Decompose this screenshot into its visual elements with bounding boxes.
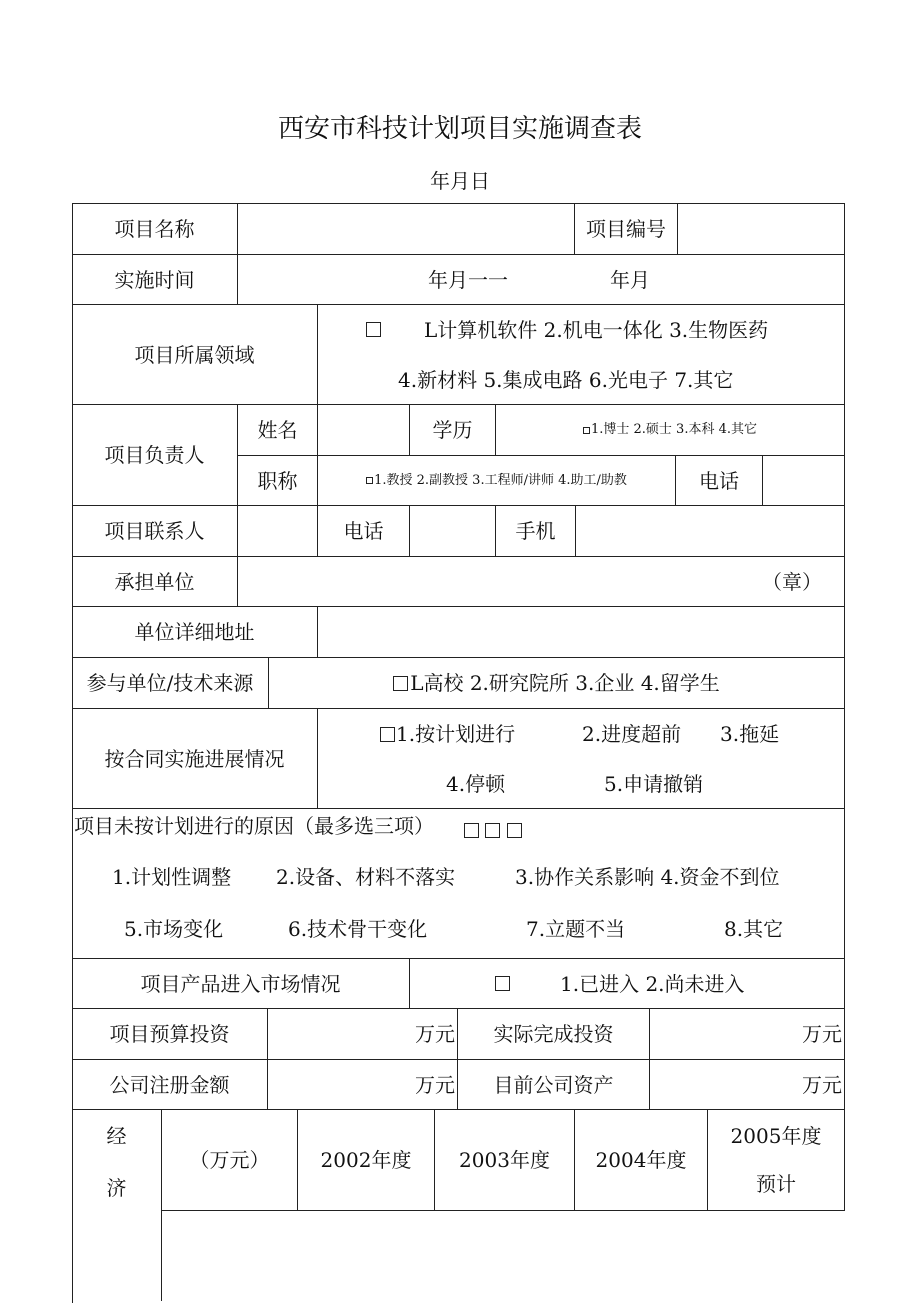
project-name-field[interactable] [238,203,575,255]
progress-opt2: 2.进度超前 [582,722,682,746]
leader-name-field[interactable] [318,405,410,456]
actual-investment-label: 实际完成投资 [458,1009,650,1060]
tech-source-text: L高校 2.研究院所 3.企业 4.留学生 [410,671,720,695]
year-2005-estimate: 预计 [756,1172,796,1196]
time-start: 年月一一 [428,267,508,292]
progress-opt4: 4.停顿 [446,772,506,796]
registered-capital-label: 公司注册金额 [72,1060,268,1110]
tech-source-checkbox[interactable] [393,676,408,691]
project-name-label: 项目名称 [72,203,238,255]
reasons-checkboxes[interactable] [464,817,522,841]
implementation-time-label: 实施时间 [72,255,238,305]
progress-label: 按合同实施进展情况 [72,709,318,809]
budget-unit: 万元 [415,1022,455,1046]
tech-source-options[interactable] [269,658,845,709]
reason-checkbox-1[interactable] [464,823,479,838]
field-options-line2: 4.新材料 5.集成电路 6.光电子 7.其它 [398,368,734,392]
actual-investment-field[interactable] [650,1009,845,1060]
contact-person-label: 项目联系人 [72,506,238,557]
contact-person-field[interactable] [238,506,318,557]
unit-address-field[interactable] [318,607,845,658]
economic-unit: （万元） [162,1110,298,1211]
project-leader-label: 项目负责人 [72,405,238,506]
economic-label [72,1110,162,1301]
education-options-text: 1.博士 2.硕士 3.本科 4.其它 [590,422,757,438]
field-checkbox[interactable] [366,322,381,337]
title-options-text: 1.教授 2.副教授 3.工程师/讲师 4.助工/助教 [374,472,627,488]
reason-2: 2.设备、材料不落实 [276,865,456,889]
market-entry-options[interactable] [410,959,845,1009]
undertaking-unit-field[interactable] [238,557,845,607]
seal-text: （章） [762,569,822,594]
project-number-field[interactable] [678,203,845,255]
field-options-line1: L计算机软件 2.机电一体化 3.生物医药 [424,318,769,342]
progress-options[interactable] [318,709,845,809]
reason-8: 8.其它 [724,917,784,941]
page-title: 西安市科技计划项目实施调查表 [277,114,642,144]
time-end: 年月 [610,267,650,292]
market-options-text: 1.已进入 2.尚未进入 [560,972,745,996]
market-checkbox[interactable] [495,976,510,991]
undertaking-unit-label: 承担单位 [72,557,238,607]
economic-label-2: 济 [106,1176,127,1200]
registered-capital-unit: 万元 [415,1072,455,1097]
project-field-options[interactable] [318,305,845,405]
leader-title-options[interactable] [318,456,676,506]
tech-source-label: 参与单位/技术来源 [72,658,269,709]
reason-7: 7.立题不当 [526,917,626,941]
progress-opt3: 3.拖延 [720,722,780,746]
current-assets-label: 目前公司资产 [458,1060,650,1110]
title-checkbox[interactable] [366,477,373,484]
contact-phone-field[interactable] [410,506,496,557]
budget-label: 项目预算投资 [72,1009,268,1060]
reason-checkbox-3[interactable] [507,823,522,838]
year-2005 [708,1110,845,1211]
education-checkbox[interactable] [583,427,590,434]
year-2004: 2004年度 [575,1110,708,1211]
year-2002: 2002年度 [298,1110,435,1211]
leader-education-options[interactable] [496,405,845,456]
market-entry-label: 项目产品进入市场情况 [72,959,410,1009]
implementation-time-field[interactable] [238,255,845,305]
registered-capital-field[interactable] [268,1060,458,1110]
project-field-label: 项目所属领域 [72,305,318,405]
reason-1: 1.计划性调整 [112,865,232,889]
leader-education-label: 学历 [410,405,496,456]
contact-mobile-field[interactable] [576,506,845,557]
contact-mobile-label: 手机 [496,506,576,557]
reason-5: 5.市场变化 [124,917,224,941]
leader-phone-field[interactable] [763,456,845,506]
current-assets-field[interactable] [650,1060,845,1110]
leader-phone-label: 电话 [676,456,763,506]
current-assets-unit: 万元 [802,1072,842,1097]
unit-address-label: 单位详细地址 [72,607,318,658]
contact-phone-label: 电话 [318,506,410,557]
reasons-section[interactable] [72,809,845,959]
progress-checkbox[interactable] [380,727,395,742]
reason-3-4: 3.协作关系影响 4.资金不到位 [515,865,780,889]
progress-opt5: 5.申请撤销 [604,772,704,796]
economic-label-1: 经 [106,1124,127,1148]
budget-field[interactable] [268,1009,458,1060]
reason-6: 6.技术骨干变化 [288,917,428,941]
reasons-label: 项目未按计划进行的原因（最多选三项） [74,814,434,838]
project-number-label: 项目编号 [575,203,678,255]
leader-title-label: 职称 [238,456,318,506]
date-line: 年月日 [430,169,490,193]
year-2003: 2003年度 [435,1110,575,1211]
year-2005-label: 2005年度 [730,1124,822,1148]
progress-opt1: 1.按计划进行 [396,722,516,746]
leader-name-label: 姓名 [238,405,318,456]
reason-checkbox-2[interactable] [485,823,500,838]
actual-investment-unit: 万元 [802,1022,842,1046]
